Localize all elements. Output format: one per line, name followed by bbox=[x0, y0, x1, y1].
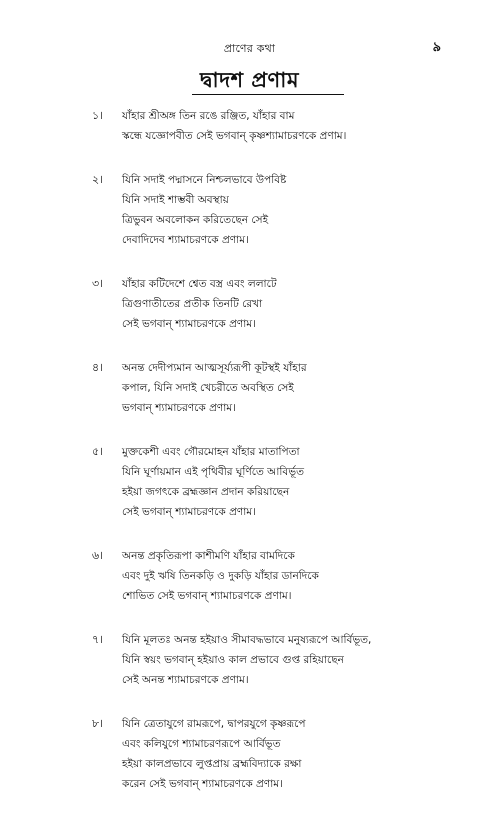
verse-3 bbox=[0, 274, 499, 334]
verse-line: যিনি ত্রেতাযুগে রামরূপে, দ্বাপরযুগে কৃষ্ণরূপে bbox=[122, 718, 306, 730]
running-head: প্রাণের কথা bbox=[223, 42, 276, 55]
verse-text bbox=[122, 630, 482, 690]
verse-line: যিনি ঘূর্ণায়মান এই পৃথিবীর ঘূর্ণিতে আবির্ভূত bbox=[122, 466, 304, 478]
verse-line: যাঁহার শ্রীঅঙ্গ তিন রঙে রঞ্জিত, যাঁহার বাম bbox=[122, 110, 295, 122]
verse-4 bbox=[0, 358, 499, 418]
verse-line: হইয়া কালপ্রভাবে লুপ্তপ্রায় ব্রহ্মবিদ্যাকে রক্ষা bbox=[122, 758, 302, 770]
verse-8 bbox=[0, 714, 499, 794]
verse-number: ৭। bbox=[92, 633, 104, 646]
verse-line: শোভিত সেই ভগবান্‌ শ্যামাচরণকে প্রণাম। bbox=[122, 590, 292, 602]
verse-6 bbox=[0, 546, 499, 606]
verse-line: যিনি মূলতঃ অনন্ত হইয়াও সীমাবদ্ধভাবে মনুষ্যরূপে আর্বিভূত, bbox=[122, 634, 372, 646]
verse-text bbox=[122, 170, 482, 250]
verse-number: ২। bbox=[92, 173, 104, 186]
verse-line: এবং দুই ঋষি তিনকড়ি ও দুকড়ি যাঁহার ডানদিকে bbox=[122, 570, 319, 582]
verse-line: ভগবান্‌ শ্যামাচরণকে প্রণাম। bbox=[122, 402, 236, 414]
verse-line: যিনি সদাই শাম্ভবী অবস্থায় bbox=[122, 194, 229, 206]
title-underline bbox=[192, 94, 344, 95]
verse-text bbox=[122, 714, 482, 794]
verse-text bbox=[122, 106, 482, 146]
verse-line: করেন সেই ভগবান্‌ শ্যামাচরণকে প্রণাম। bbox=[122, 778, 283, 790]
verse-line: যিনি সদাই পদ্মাসনে নিশ্চলভাবে উপবিষ্ট bbox=[122, 174, 287, 186]
verse-line: মুক্তকেশী এবং গৌরমোহন যাঁহার মাতাপিতা bbox=[122, 446, 300, 458]
verse-line: স্কন্ধে যজ্ঞোপবীত সেই ভগবান্‌ কৃষ্ণশ্যামাচরণকে প্রণাম। bbox=[122, 130, 347, 142]
verse-text bbox=[122, 546, 482, 606]
verse-line: কপাল, যিনি সদাই খেচরীতে অবস্থিত সেই bbox=[122, 382, 294, 394]
verse-number: ৫। bbox=[92, 445, 104, 458]
verse-number: ৮। bbox=[92, 717, 104, 730]
verse-number: ১। bbox=[92, 109, 104, 122]
verse-line: সেই ভগবান্‌ শ্যামাচরণকে প্রণাম। bbox=[122, 506, 256, 518]
verse-text bbox=[122, 358, 482, 418]
verse-line: যিনি স্বয়ং ভগবান্‌ হইয়াও কাল প্রভাবে গুপ্ত রহিয়াছেন bbox=[122, 654, 344, 666]
verse-number: ৩। bbox=[92, 277, 104, 290]
verse-line: যাঁহার কটিদেশে শ্বেত বস্ত্র এবং ললাটে bbox=[122, 278, 277, 290]
verse-1 bbox=[0, 106, 499, 146]
verse-line: দেবাদিদেব শ্যামাচরণকে প্রণাম। bbox=[122, 234, 249, 246]
verse-list bbox=[0, 106, 499, 818]
verse-2 bbox=[0, 170, 499, 250]
verse-line: হইয়া জগৎকে ব্রহ্মজ্ঞান প্রদান করিয়াছেন bbox=[122, 486, 290, 498]
page-title: দ্বাদশ প্রণাম bbox=[200, 68, 299, 92]
verse-text bbox=[122, 442, 482, 522]
verse-7 bbox=[0, 630, 499, 690]
verse-line: এবং কলিযুগে শ্যামাচরণরূপে আর্বিভূত bbox=[122, 738, 281, 750]
page-number: ৯ bbox=[432, 40, 441, 55]
verse-line: ত্রিগুণাতীতের প্রতীক তিনটি রেখা bbox=[122, 298, 263, 310]
verse-number: ৬। bbox=[92, 549, 104, 562]
verse-number: ৪। bbox=[92, 361, 104, 374]
verse-line: অনন্ত দেদীপ্যমান আত্মসূর্য্যরূপী কূটস্থই যাঁহার bbox=[122, 362, 307, 374]
verse-line: অনন্ত প্রকৃতিরূপা কাশীমণি যাঁহার বামদিকে bbox=[122, 550, 295, 562]
verse-line: সেই অনন্ত শ্যামাচরণকে প্রণাম। bbox=[122, 674, 249, 686]
verse-5 bbox=[0, 442, 499, 522]
verse-line: ত্রিভুবন অবলোকন করিতেছেন সেই bbox=[122, 214, 269, 226]
verse-text bbox=[122, 274, 482, 334]
verse-line: সেই ভগবান্‌ শ্যামাচরণকে প্রণাম। bbox=[122, 318, 256, 330]
